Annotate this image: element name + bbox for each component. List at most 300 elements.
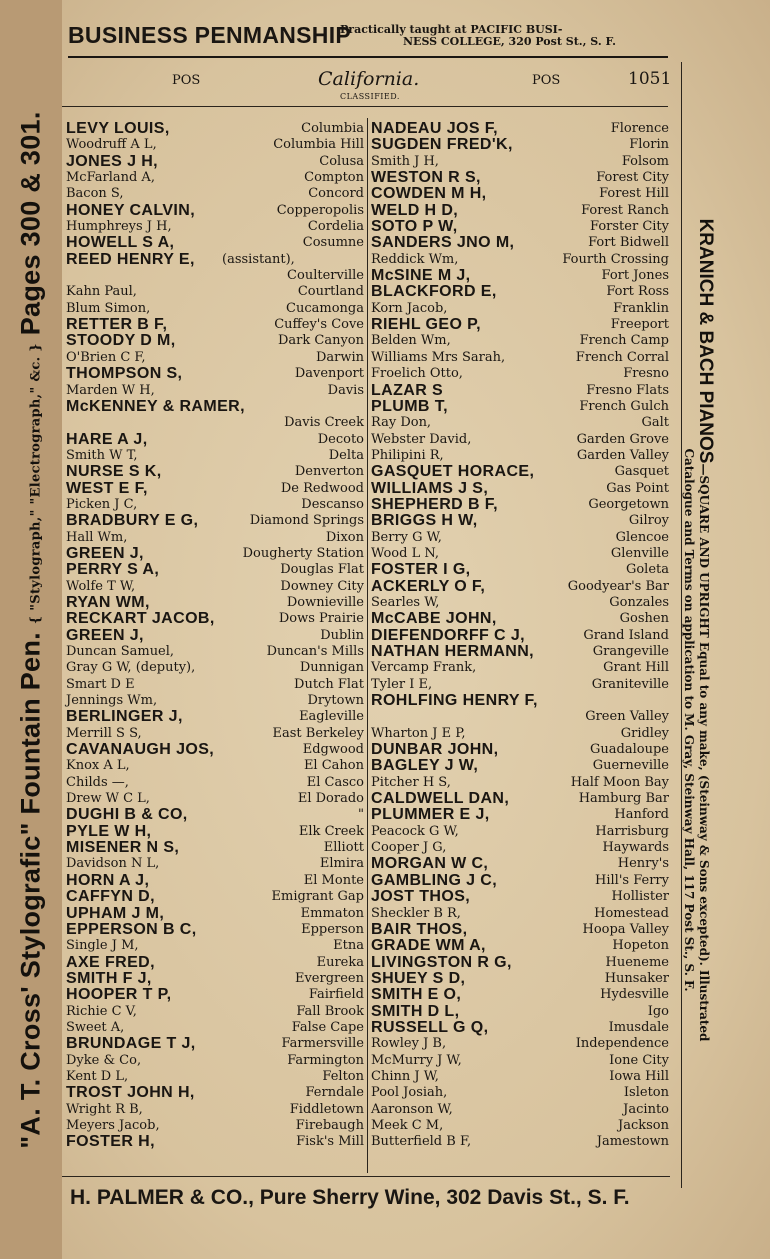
listing-name: NATHAN HERMANN,	[371, 643, 535, 660]
footer-divider	[62, 1176, 670, 1177]
listing-name: BERLINGER J,	[66, 708, 183, 726]
listing-place: Dutch Flat	[294, 676, 364, 692]
listing-row	[371, 448, 669, 464]
listing-row	[66, 1069, 364, 1085]
listing-place: Cosumne	[302, 235, 364, 251]
listing-name: Drew W C L,	[66, 791, 150, 807]
listing-name: McCABE JOHN,	[371, 610, 497, 628]
listing-row	[66, 791, 364, 807]
listing-row	[66, 448, 364, 464]
listing-name: RIEHL GEO P,	[371, 316, 482, 334]
listing-row	[66, 840, 364, 856]
listing-name: Wolfe T W,	[66, 578, 136, 594]
listing-place: Fisk's Mill	[296, 1134, 364, 1150]
listing-place: Glenville	[610, 545, 669, 561]
listing-place: Cucamonga	[286, 300, 364, 316]
right-advertisement-line2: Catalogue and Terms on application to M. Gray, Steinway Hall, 117 Post St., S. F.	[682, 448, 696, 992]
listing-row	[66, 1036, 364, 1052]
listing-place: Folsom	[621, 153, 669, 169]
listing-name: McSINE M J,	[371, 267, 471, 285]
listing-place: Fort Jones	[601, 268, 669, 284]
listing-name: Marden W H,	[66, 382, 155, 398]
header-divider	[62, 106, 668, 107]
listing-name: McKENNEY & RAMER,	[66, 397, 245, 415]
listing-place: Independence	[575, 1036, 669, 1052]
listing-name: O'Brien C F,	[66, 349, 146, 365]
listing-name: Sweet A,	[66, 1019, 125, 1035]
listing-name: Chinn J W,	[371, 1068, 439, 1084]
listing-place: Descanso	[301, 496, 364, 512]
listing-name: WEST E F,	[66, 479, 148, 497]
listing-place: Columbia Hill	[273, 137, 364, 153]
listing-place: Fourth Crossing	[562, 251, 669, 267]
listing-row	[371, 987, 669, 1003]
listing-row	[371, 889, 669, 905]
banner-divider	[68, 56, 668, 58]
listing-place: Downieville	[286, 594, 364, 610]
listing-row	[66, 252, 364, 268]
listing-name: SMITH D L,	[371, 1002, 460, 1020]
listing-place: El Cahon	[303, 758, 364, 774]
listing-row	[66, 235, 364, 251]
listing-row	[371, 1134, 669, 1150]
listing-name: REED HENRY E,	[66, 250, 195, 268]
listing-name: Cooper J G,	[371, 840, 447, 856]
listing-row	[66, 677, 364, 693]
listing-row	[66, 121, 364, 137]
listing-row	[66, 611, 364, 627]
listing-row	[371, 1053, 669, 1069]
listing-place: Isleton	[623, 1085, 669, 1101]
right-ad-main: KRANICH & BACH PIANOS	[695, 218, 716, 464]
listing-name: BRADBURY E G,	[66, 512, 199, 530]
listing-name: HONEY CALVIN,	[66, 201, 196, 219]
listing-row	[371, 530, 669, 546]
listing-place: Garden Grove	[576, 431, 669, 447]
listing-row	[371, 1069, 669, 1085]
listing-place: Forest Ranch	[581, 202, 669, 218]
listing-row	[66, 562, 364, 578]
listing-name: Davidson N L,	[66, 856, 160, 872]
listing-name: COWDEN M H,	[371, 185, 487, 203]
listing-place: Garden Valley	[576, 447, 669, 463]
listing-row	[371, 333, 669, 349]
running-head-left: POS	[172, 73, 201, 88]
listing-name: Vercamp Frank,	[371, 660, 477, 676]
listing-name: HARE A J,	[66, 430, 148, 448]
listing-place: "	[358, 807, 364, 823]
listing-place: Henry's	[617, 856, 669, 872]
listing-place: Gonzales	[609, 594, 669, 610]
listing-row	[66, 301, 364, 317]
listing-row	[66, 758, 364, 774]
listing-row	[66, 1118, 364, 1134]
listing-place: Grangeville	[592, 644, 669, 659]
listing-row	[66, 1020, 364, 1036]
listing-place: Fort Ross	[606, 284, 669, 300]
listing-place: Fresno	[623, 366, 669, 382]
listing-place: Farmington	[287, 1052, 364, 1068]
listing-name: GREEN J,	[66, 626, 144, 644]
listing-place: Hollister	[611, 889, 669, 905]
listing-name: Jennings Wm,	[66, 693, 158, 709]
listing-place: Green Valley	[585, 709, 669, 725]
listing-name: Humphreys J H,	[66, 219, 172, 235]
running-head-right: POS	[532, 73, 561, 88]
listing-place: Felton	[322, 1068, 364, 1084]
listing-row	[371, 513, 669, 529]
page-number: 1051	[628, 69, 672, 89]
listing-place: El Monte	[303, 872, 364, 888]
listing-row	[371, 235, 669, 251]
listing-name: UPHAM J M,	[66, 904, 165, 922]
listing-name: McFarland A,	[66, 170, 155, 186]
listing-name: Sheckler B R,	[371, 905, 461, 921]
listing-place: Freeport	[610, 317, 669, 333]
listing-place: Dougherty Station	[242, 545, 364, 561]
listing-name: LEVY LOUIS,	[66, 120, 170, 137]
listing-place: Forest City	[596, 170, 669, 186]
listing-place: Columbia	[301, 121, 364, 136]
listing-name: STOODY D M,	[66, 332, 176, 350]
listing-place: Galt	[641, 415, 669, 431]
listing-row	[66, 137, 364, 153]
left-column	[66, 121, 364, 1151]
listing-place: Edgwood	[302, 742, 364, 758]
listing-name: BRIGGS H W,	[371, 512, 478, 530]
listing-place: Denverton	[294, 464, 364, 480]
listing-place: Courtland	[297, 284, 364, 300]
listing-row	[371, 203, 669, 219]
listing-name: GREEN J,	[66, 544, 144, 562]
listing-row	[371, 1085, 669, 1101]
listing-place: Fall Brook	[296, 1003, 364, 1019]
listing-place: Homestead	[594, 905, 669, 921]
listing-name: CAVANAUGH JOS,	[66, 741, 215, 759]
listing-row	[66, 693, 364, 709]
column-divider	[367, 118, 368, 1173]
listing-name: BAGLEY J W,	[371, 757, 479, 775]
listing-place: Decoto	[317, 431, 364, 447]
listing-row	[371, 922, 669, 938]
listing-place: Jackson	[618, 1117, 669, 1133]
listing-name: EPPERSON B C,	[66, 920, 197, 938]
listing-place: Dows Prairie	[278, 611, 364, 627]
listing-row	[66, 889, 364, 905]
listing-place: Elliott	[323, 840, 364, 856]
listing-place: El Casco	[306, 774, 364, 790]
listing-row	[66, 1004, 364, 1020]
listing-name: BAIR THOS,	[371, 920, 468, 938]
listing-name: CALDWELL DAN,	[371, 790, 510, 808]
listing-row	[371, 154, 669, 170]
banner-line-1: Practically taught at PACIFIC BUSI-	[340, 23, 563, 36]
listing-name: MISENER N S,	[66, 839, 180, 857]
listing-row	[371, 1036, 669, 1052]
listing-row	[371, 268, 669, 284]
listing-row	[66, 644, 364, 660]
listing-name: WILLIAMS J S,	[371, 479, 489, 497]
listing-name: HOOPER T P,	[66, 986, 172, 1004]
listing-place: Evergreen	[294, 970, 364, 986]
listing-name: Meyers Jacob,	[66, 1117, 160, 1133]
listing-name: DUNBAR JOHN,	[371, 741, 499, 759]
listing-row	[371, 791, 669, 807]
listing-place: Emigrant Gap	[271, 889, 364, 905]
listing-name: GAMBLING J C,	[371, 871, 498, 889]
listing-name: DUGHI B & CO,	[66, 806, 188, 824]
listing-name: Gray G W, (deputy),	[66, 660, 196, 676]
listing-row	[371, 938, 669, 954]
listing-name: Pitcher H S,	[371, 774, 451, 790]
listing-name: HORN A J,	[66, 871, 150, 889]
listing-row	[371, 726, 669, 742]
listing-place: Douglas Flat	[280, 562, 364, 578]
listing-name: AXE FRED,	[66, 953, 155, 971]
listing-row	[371, 137, 669, 153]
listing-row	[371, 677, 669, 693]
listing-place: Gridley	[620, 725, 669, 741]
listing-row	[371, 971, 669, 987]
listing-row	[66, 383, 364, 399]
listing-name: PLUMMER E J,	[371, 806, 490, 824]
listing-row	[66, 350, 364, 366]
listing-row	[66, 856, 364, 872]
listing-row	[66, 186, 364, 202]
listing-row	[371, 1020, 669, 1036]
listing-name: Belden Wm,	[371, 333, 451, 349]
listing-name: Butterfield B F,	[371, 1134, 472, 1150]
listing-place: Elmira	[319, 856, 364, 872]
listing-name: Rowley J B,	[371, 1036, 447, 1052]
listing-row	[66, 317, 364, 333]
listing-name: Berry G W,	[371, 529, 442, 545]
listing-row	[66, 955, 364, 971]
listing-row	[66, 415, 364, 431]
listing-place: Drytown	[307, 693, 364, 709]
listing-name: ACKERLY O F,	[371, 577, 486, 595]
listing-name: Dyke & Co,	[66, 1052, 142, 1068]
listing-name: WESTON R S,	[371, 169, 481, 187]
listing-place: Graniteville	[591, 676, 669, 692]
listing-row	[371, 840, 669, 856]
listing-row	[371, 170, 669, 186]
listing-place: Gas Point	[606, 480, 669, 496]
listing-row	[66, 807, 364, 823]
listing-place: Franklin	[613, 300, 669, 316]
listing-place: Hill's Ferry	[595, 872, 669, 888]
listing-row	[66, 1085, 364, 1101]
listing-place: De Redwood	[280, 480, 364, 496]
right-border-rule	[681, 62, 682, 1188]
listing-place: Hunsaker	[604, 970, 669, 986]
listing-place: East Berkeley	[272, 725, 364, 741]
listing-name: Philipini R,	[371, 447, 444, 463]
listing-row	[66, 824, 364, 840]
listing-row	[371, 317, 669, 333]
listing-row	[66, 366, 364, 382]
listing-place: Hydesville	[600, 987, 669, 1003]
listing-name: Smart D E	[66, 676, 135, 692]
listing-name: Reddick Wm,	[371, 251, 459, 267]
listing-row	[371, 579, 669, 595]
listing-place: Coulterville	[287, 268, 364, 284]
listing-place: French Gulch	[579, 398, 669, 414]
listing-name: Single J M,	[66, 938, 139, 954]
listing-row	[66, 873, 364, 889]
listing-place: Jacinto	[623, 1101, 669, 1117]
listing-place: Davenport	[294, 366, 364, 382]
listing-place: Copperopolis	[276, 202, 364, 218]
listing-name: Hall Wm,	[66, 529, 128, 545]
listing-place: Davis Creek	[284, 415, 364, 431]
listing-row	[371, 219, 669, 235]
listing-place: Georgetown	[588, 496, 669, 512]
listing-name: Knox A L,	[66, 758, 130, 774]
listing-name: SMITH F J,	[66, 969, 152, 987]
listing-name: SMITH E O,	[371, 986, 462, 1004]
listing-name: Pool Josiah,	[371, 1085, 448, 1101]
listing-place: Florin	[629, 137, 669, 153]
listing-name: HOWELL S A,	[66, 234, 175, 252]
listing-place: Concord	[308, 186, 364, 202]
listing-name: Merrill S S,	[66, 725, 142, 741]
right-ad-line1: —SQUARE AND UPRIGHT Equal to any make, (Steinway & Sons excepted). Illustrated	[697, 463, 711, 1042]
listing-row	[371, 873, 669, 889]
listing-name: LIVINGSTON R G,	[371, 953, 512, 971]
listing-row	[66, 660, 364, 676]
listing-name: DIEFENDORFF C J,	[371, 626, 525, 644]
listing-name: Blum Simon,	[66, 300, 151, 316]
listing-row	[66, 203, 364, 219]
listing-name: NADEAU JOS F,	[371, 120, 498, 137]
listing-place: Firebaugh	[295, 1117, 364, 1133]
listing-place: Forest Hill	[599, 186, 669, 202]
listing-place: Hopeton	[612, 938, 669, 954]
listing-row	[371, 660, 669, 676]
listing-place: Grant Hill	[603, 660, 669, 676]
listing-place: Florence	[610, 121, 669, 136]
listing-row	[371, 644, 669, 660]
listing-place: Iowa Hill	[609, 1068, 669, 1084]
listing-name: Williams Mrs Sarah,	[371, 349, 506, 365]
listing-row	[371, 611, 669, 627]
listing-row	[371, 758, 669, 774]
listing-place: Igo	[647, 1003, 669, 1019]
listing-name: Woodruff A L,	[66, 137, 157, 153]
listing-row	[371, 1118, 669, 1134]
listing-row	[66, 432, 364, 448]
listing-place: Hueneme	[605, 954, 669, 970]
listing-place: French Corral	[575, 349, 669, 365]
listing-name: Duncan Samuel,	[66, 644, 175, 659]
listing-row	[371, 807, 669, 823]
listing-place: Duncan's Mills	[266, 644, 364, 659]
listing-name: Peacock G W,	[371, 823, 459, 839]
listing-row	[66, 513, 364, 529]
listing-row	[66, 628, 364, 644]
listing-row	[371, 415, 669, 431]
listing-name: RUSSELL G Q,	[371, 1018, 489, 1036]
listing-place: Imusdale	[608, 1019, 669, 1035]
listing-place: Ione City	[609, 1052, 669, 1068]
banner-title: BUSINESS PENMANSHIP	[68, 22, 352, 48]
listing-place: Gilroy	[628, 513, 669, 529]
listing-row	[371, 350, 669, 366]
listing-name: Searles W,	[371, 594, 440, 610]
listing-place: Grand Island	[583, 627, 669, 643]
listing-row	[66, 938, 364, 954]
listing-name: MORGAN W C,	[371, 855, 489, 873]
listing-name: JONES J H,	[66, 152, 159, 170]
left-ad-pages: Pages 300 & 301.	[15, 111, 46, 336]
listing-place: Etna	[333, 938, 364, 954]
listing-name: Froelich Otto,	[371, 366, 463, 382]
listing-place: Guadaloupe	[590, 742, 669, 758]
listing-place: Goleta	[625, 562, 669, 578]
listing-row	[66, 709, 364, 725]
listing-name: Smith W T,	[66, 447, 138, 463]
listing-row	[371, 856, 669, 872]
listing-name: JOST THOS,	[371, 888, 471, 906]
listing-place: Dublin	[320, 627, 364, 643]
listing-name: PYLE W H,	[66, 822, 152, 840]
listing-name: SOTO P W,	[371, 218, 458, 236]
listing-row	[66, 170, 364, 186]
listing-place: Hanford	[614, 807, 669, 823]
listing-row	[371, 595, 669, 611]
listing-name: ROHLFING HENRY F,	[371, 692, 538, 710]
listing-name: Meek C M,	[371, 1117, 444, 1133]
listing-row	[371, 284, 669, 300]
listing-name: NURSE S K,	[66, 463, 162, 481]
listing-place: French Camp	[579, 333, 669, 349]
listing-place: Hamburg Bar	[578, 791, 669, 807]
listing-row	[371, 301, 669, 317]
listing-row	[66, 1134, 364, 1150]
listing-place: Darwin	[315, 349, 364, 365]
listing-name: Picken J C,	[66, 496, 138, 512]
listing-row	[371, 481, 669, 497]
listing-name: LAZAR S	[371, 381, 444, 399]
listing-row	[371, 562, 669, 578]
listing-place: Jamestown	[596, 1134, 669, 1150]
right-advertisement	[694, 219, 716, 1042]
listing-place: Dunnigan	[299, 660, 364, 676]
listing-row	[66, 906, 364, 922]
listing-place: Diamond Springs	[249, 513, 364, 529]
listing-row	[66, 971, 364, 987]
listing-row	[371, 742, 669, 758]
listing-row	[66, 579, 364, 595]
listing-place: Cuffey's Cove	[274, 317, 364, 333]
listing-row	[66, 742, 364, 758]
listing-row	[371, 383, 669, 399]
listing-row	[371, 709, 669, 725]
right-column	[371, 121, 669, 1151]
bottom-advertisement: H. PALMER & CO., Pure Sherry Wine, 302 Davis St., S. F.	[70, 1186, 630, 1209]
banner-line-2: NESS COLLEGE, 320 Post St., S. F.	[403, 35, 617, 48]
listing-place: Delta	[328, 447, 364, 463]
listing-row	[371, 121, 669, 137]
listing-place: Goodyear's Bar	[567, 578, 669, 594]
listing-name: RECKART JACOB,	[66, 610, 215, 628]
listing-place: Haywards	[602, 840, 669, 856]
listing-name: WELD H D,	[371, 201, 459, 219]
listing-place: Emmaton	[300, 905, 364, 921]
listing-row	[371, 1004, 669, 1020]
listing-place: Dark Canyon	[277, 333, 364, 349]
